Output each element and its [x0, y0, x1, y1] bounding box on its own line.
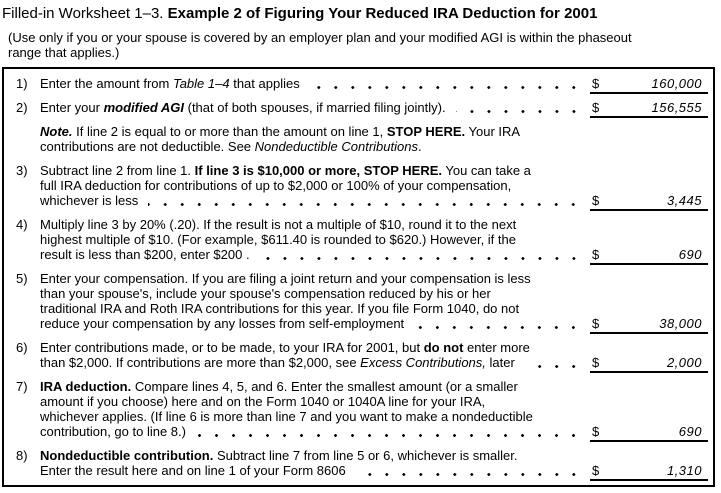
worksheet-row-1 [4, 76, 713, 91]
text-line: highest multiple of $10. (For example, $611.40 is rounded to $620.) However, if the [40, 232, 516, 247]
amount-field [590, 100, 708, 118]
line-text [40, 340, 584, 370]
dollar-sign: $ [592, 76, 600, 91]
line-text [40, 271, 584, 331]
amount-value: 1,310 [666, 463, 702, 478]
text-line: than $2,000. If contributions are more than $2,000, see Excess Contributions, later [40, 355, 584, 370]
line-text [40, 163, 584, 208]
worksheet-rows [4, 76, 713, 478]
dot-leader [148, 203, 582, 206]
line-text [40, 100, 584, 115]
worksheet-row-2 [4, 100, 713, 115]
amount-field [590, 355, 708, 373]
amount-field [590, 247, 708, 265]
line-number: 8) [16, 448, 28, 463]
dot-leader [310, 86, 582, 89]
line-text [40, 379, 584, 439]
worksheet-row-7 [4, 379, 713, 439]
line-number: 3) [16, 163, 28, 178]
text-line: amount if you choose) here and on the Form 1040 or 1040A line for your IRA, [40, 394, 486, 409]
amount-field [590, 316, 708, 334]
dollar-sign: $ [592, 424, 600, 439]
dot-leader [414, 326, 582, 329]
line-text [40, 124, 707, 154]
amount-value: 690 [678, 424, 702, 439]
text-line: Subtract line 2 from line 1. If line 3 is $10,000 or more, STOP HERE. You can take a [40, 163, 531, 178]
worksheet-row-6 [4, 340, 713, 370]
text-line: whichever is less [40, 193, 584, 208]
dollar-sign: $ [592, 193, 600, 208]
dollar-sign: $ [592, 316, 600, 331]
line-text [40, 448, 584, 478]
worksheet-title: Example 2 of Figuring Your Reduced IRA Deduction for 2001 [167, 5, 598, 22]
text-line: Enter contributions made, or to be made, to your IRA for 2001, but do not enter more [40, 340, 530, 355]
worksheet-table [2, 67, 715, 487]
text-line: than your spouse's, include your spouse's compensation reduced by his or her [40, 286, 491, 301]
dollar-sign: $ [592, 247, 600, 262]
text-line: Enter your modified AGI (that of both spouses, if married filing jointly). [40, 100, 584, 115]
amount-value: 160,000 [651, 76, 702, 91]
text-line: reduce your compensation by any losses from self-employment [40, 316, 584, 331]
dollar-sign: $ [592, 355, 600, 370]
text-line: Nondeductible contribution. Subtract line 7 from line 5 or 6, whichever is smaller. [40, 448, 518, 463]
instructions-line-2: range that applies.) [8, 45, 120, 60]
amount-field [590, 424, 708, 442]
text-line: IRA deduction. Compare lines 4, 5, and 6. Enter the smallest amount (or a smaller [40, 379, 518, 394]
worksheet-row-8 [4, 448, 713, 478]
worksheet-row-4 [4, 217, 713, 262]
line-number: 6) [16, 340, 28, 355]
text-line: full IRA deduction for contributions of up to $2,000 or 100% of your compensation, [40, 178, 512, 193]
amount-field [590, 463, 708, 481]
text-line: Enter the amount from Table 1–4 that applies [40, 76, 584, 91]
dot-leader [356, 473, 582, 476]
text-line: traditional IRA and Roth IRA contributions for this year. If you file Form 1040, do not [40, 301, 520, 316]
worksheet-instructions [8, 30, 721, 60]
dollar-sign: $ [592, 100, 600, 115]
instructions-line-1: (Use only if you or your spouse is covered by an employer plan and your modified AGI is within the phaseout [8, 30, 632, 45]
line-number: 4) [16, 217, 28, 232]
line-text [40, 217, 584, 262]
line-text [40, 76, 584, 91]
text-line: contribution, go to line 8.) [40, 424, 584, 439]
line-number: 1) [16, 76, 28, 91]
text-line: result is less than $200, enter $200 . [40, 247, 584, 262]
text-line: contributions are not deductible. See Nondeductible Contributions. [40, 139, 422, 154]
text-line: Multiply line 3 by 20% (.20). If the result is not a multiple of $10, round it to the next [40, 217, 517, 232]
dollar-sign: $ [592, 463, 600, 478]
page-title [0, 0, 721, 22]
amount-field [590, 76, 708, 94]
dot-leader [456, 110, 582, 113]
worksheet-row-5 [4, 271, 713, 331]
worksheet-row-3 [4, 163, 713, 208]
amount-value: 156,555 [651, 100, 702, 115]
dot-leader [196, 434, 582, 437]
text-line: Note. If line 2 is equal to or more than the amount on line 1, STOP HERE. Your IRA [40, 124, 521, 139]
amount-value: 38,000 [659, 316, 702, 331]
text-line: Enter your compensation. If you are filing a joint return and your compensation is less [40, 271, 531, 286]
dot-leader [525, 365, 582, 368]
line-number: 7) [16, 379, 28, 394]
line-number: 2) [16, 100, 28, 115]
amount-value: 690 [678, 247, 702, 262]
amount-value: 2,000 [666, 355, 702, 370]
line-number: 5) [16, 271, 28, 286]
amount-value: 3,445 [666, 193, 702, 208]
amount-field [590, 193, 708, 211]
text-line: Enter the result here and on line 1 of your Form 8606 [40, 463, 584, 478]
note-row [4, 124, 713, 154]
worksheet-label: Filled-in Worksheet 1–3. [2, 5, 164, 22]
text-line: whichever applies. (If line 6 is more than line 7 and you want to make a nondeductible [40, 409, 533, 424]
dot-leader [260, 257, 582, 260]
